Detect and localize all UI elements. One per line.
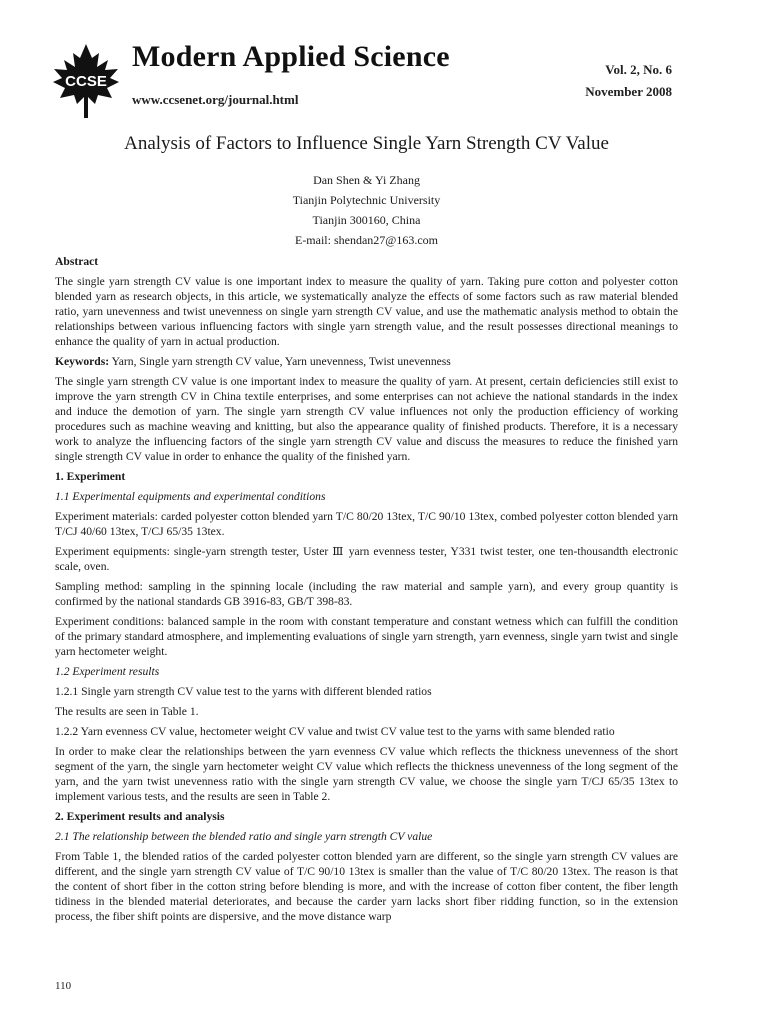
section-2-heading: 2. Experiment results and analysis: [55, 810, 225, 823]
section-1-1-heading: 1.1 Experimental equipments and experimental conditions: [55, 490, 326, 503]
journal-title: Modern Applied Science: [132, 40, 450, 73]
email: E-mail: shendan27@163.com: [294, 233, 439, 247]
paper-title: Analysis of Factors to Influence Single Yarn Strength CV Value: [124, 133, 609, 154]
conditions-paragraph: Experiment conditions: balanced sample in the room with constant temperature and constant wetness which can fulfill the condition of the primary standard atmosphere, and implementing evaluations of single yarn strength, yarn evenness, single yarn twist and single yarn hectometer weight.: [55, 615, 678, 658]
logo-text: CCSE: [65, 73, 107, 90]
keywords-label: Keywords:: [55, 355, 110, 368]
materials-paragraph: Experiment materials: carded polyester cotton blended yarn T/C 80/20 13tex, T/C 90/10 13tex, combed polyester cotton blended yarn T/CJ 40/60 13tex, T/CJ 65/35 13tex.: [55, 510, 678, 538]
section-2-1-heading: 2.1 The relationship between the blended ratio and single yarn strength CV value: [55, 830, 433, 843]
intro-paragraph: The single yarn strength CV value is one important index to measure the quality of yarn. At present, certain deficiencies still exist to improve the yarn strength CV in China textile enterprises, and some enterprises can not achieve the national standards in the index and induce the demotion of yarn. The single yarn strength CV value influences not only the production efficiency of working procedures such as machine weaving and knitting, but also the appearance quality of finished products. Therefore, it is a necessary work to analyze the influencing factors of the single yarn strength CV value and discuss the measures to reduce the finished yarn single strength CV value in order to enhance the quality of the finished yarn.: [55, 375, 678, 463]
section-1-2-heading: 1.2 Experiment results: [55, 665, 160, 678]
address: Tianjin 300160, China: [312, 213, 421, 227]
table1-reference: The results are seen in Table 1.: [55, 705, 199, 718]
abstract-text: The single yarn strength CV value is one important index to measure the quality of yarn. Taking pure cotton and polyester cotton blended yarn as research objects, in this article, we systematically analyze the effects of some factors such as raw material blended ratio, yarn unevenness and twist unevenness on single yarn strength CV value, and use the mathematic analysis method to obtain the relationships between various influencing factors with single yarn strength value, and the result possesses directional meanings to enhance the quality of yarn in actual production.: [55, 275, 678, 348]
ccse-maple-leaf-logo: [50, 42, 122, 120]
publication-date: November 2008: [585, 84, 672, 99]
journal-url: www.ccsenet.org/journal.html: [132, 92, 299, 107]
section-1-heading: 1. Experiment: [55, 470, 126, 483]
article-body: [55, 132, 678, 924]
order-paragraph: In order to make clear the relationships between the yarn evenness CV value which reflects the thickness unevenness of the short segment of the yarn, the single yarn hectometer weight CV value which reflects the thickness unevenness of the long segment of the yarn, and the yarn twist unevenness ratio with the single yarn strength CV value, we choose the single yarn T/CJ 65/35 13tex to implement various tests, and the results are seen in Table 2.: [55, 745, 678, 803]
authors: Dan Shen & Yi Zhang: [313, 173, 420, 187]
keywords-text: Yarn, Single yarn strength CV value, Yarn unevenness, Twist unevenness: [109, 355, 451, 368]
page-number: 110: [55, 980, 72, 992]
abstract-heading: Abstract: [55, 255, 99, 268]
affiliation: Tianjin Polytechnic University: [292, 193, 441, 207]
keywords-line: [55, 354, 678, 369]
from-table-paragraph: From Table 1, the blended ratios of the carded polyester cotton blended yarn are different, so the single yarn strength CV values are different, and the single yarn strength CV value of T/C 90/10 13tex is smaller than the value of T/C 80/20 13tex. The reason is that the content of short fiber in the cotton string before blending is more, and with the increase of cotton fiber content, the fiber length tidiness in the blended material deteriorates, and because the carder yarn lacks short fiber ridding function, so in the extension process, the fiber shift points are dispersive, and the move distance warp: [55, 850, 678, 923]
journal-header: [0, 0, 768, 118]
volume-issue: Vol. 2, No. 6: [605, 62, 672, 77]
section-1-2-2-heading: 1.2.2 Yarn evenness CV value, hectometer weight CV value and twist CV value test to the yarns with same blended ratio: [55, 725, 615, 738]
equipments-paragraph: Experiment equipments: single-yarn strength tester, Uster Ⅲ yarn evenness tester, Y331 twist tester, one ten-thousandth electronic scale, oven.: [55, 545, 678, 573]
section-1-2-1-heading: 1.2.1 Single yarn strength CV value test to the yarns with different blended ratios: [55, 685, 432, 698]
sampling-paragraph: Sampling method: sampling in the spinning locale (including the raw material and sample yarn), and every group quantity is confirmed by the national standards GB 3916-83, GB/T 398-83.: [55, 580, 678, 608]
